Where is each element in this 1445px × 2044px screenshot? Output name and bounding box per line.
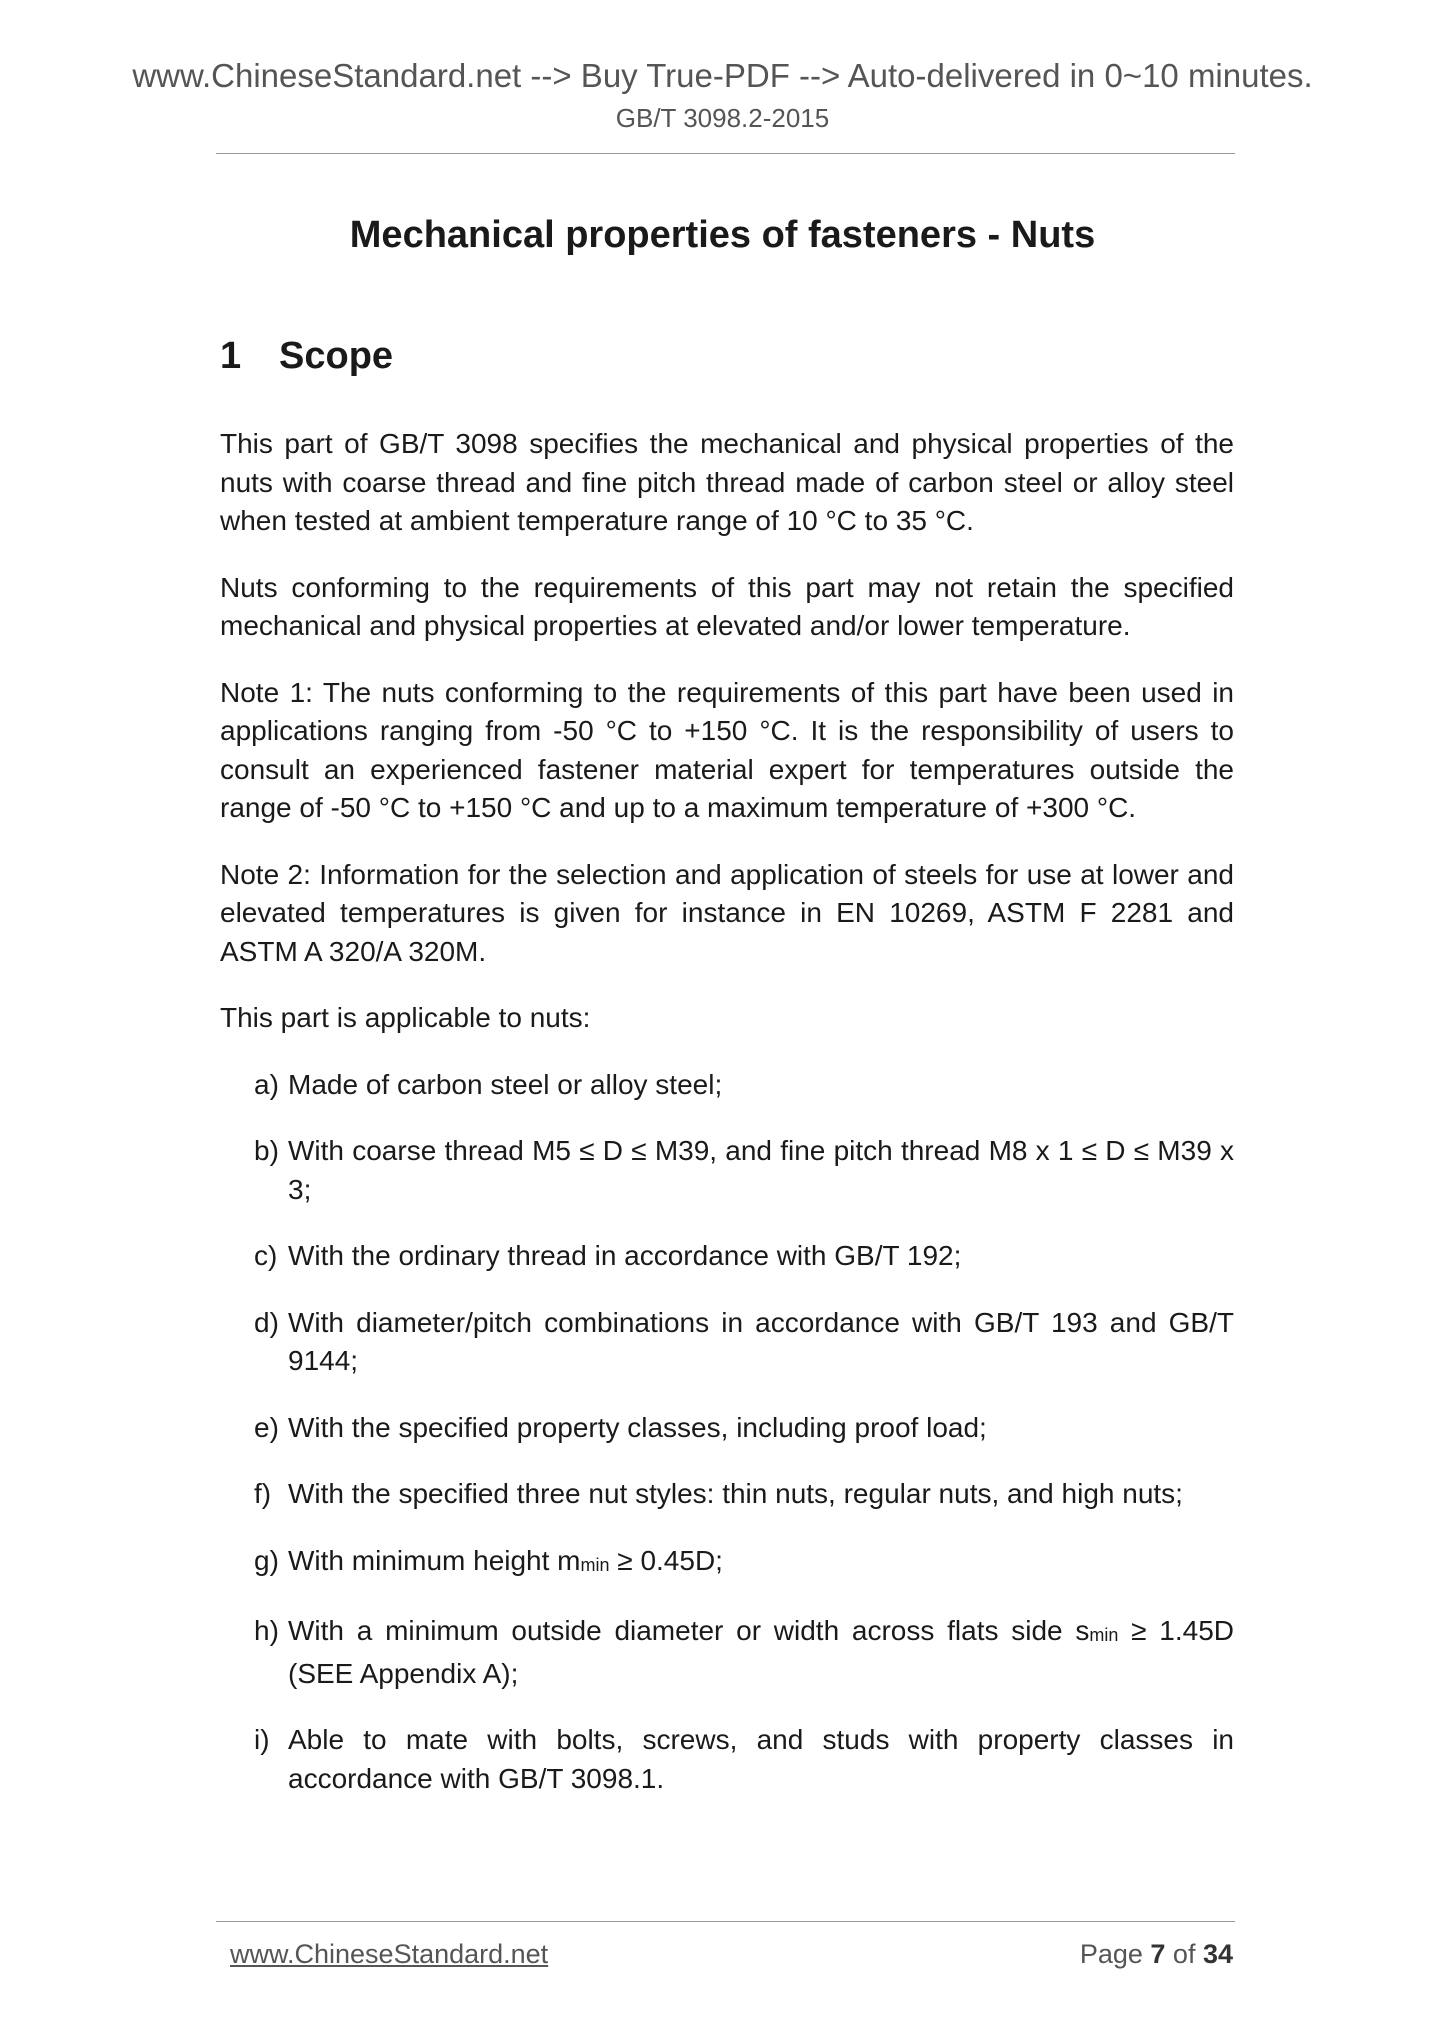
min-subscript: min: [1089, 1625, 1119, 1645]
list-marker: g): [254, 1544, 279, 1576]
header-banner: www.ChineseStandard.net --> Buy True-PDF --> Auto-delivered in 0~10 minutes.: [132, 57, 1313, 94]
section-heading: [220, 333, 393, 379]
list-marker: f): [254, 1478, 272, 1509]
list-item-text: [288, 1615, 1234, 1689]
body-content: [220, 425, 1234, 1826]
list-marker: h): [254, 1615, 279, 1646]
list-item-text-tail: ≥ 0.45D;: [609, 1544, 723, 1576]
list-item-text: With the specified property classes, including proof load;: [288, 1411, 987, 1443]
scope-paragraph: This part of GB/T 3098 specifies the mechanical and physical properties of the nuts with coarse thread and fine pitch thread made of carbon steel or alloy steel when tested at ambient temperature range of 10 °C to 35 °C.: [220, 428, 1234, 536]
applicability-intro: This part is applicable to nuts:: [220, 1002, 591, 1033]
applicability-list: [220, 1066, 1234, 1799]
header-divider: [216, 153, 1235, 154]
list-item: [220, 1066, 1234, 1105]
page-prefix: Page: [1079, 1939, 1151, 1969]
document-title: Mechanical properties of fasteners - Nuts: [349, 214, 1096, 256]
list-item: [220, 1237, 1234, 1276]
list-item-text: With the specified three nut styles: thin nuts, regular nuts, and high nuts;: [288, 1478, 1183, 1509]
list-item-text-tail: ≥ 1.45D (SEE Appendix A);: [288, 1615, 1234, 1689]
list-item-text: [288, 1545, 723, 1576]
section-number: 1: [220, 335, 242, 377]
list-item-text: Made of carbon steel or alloy steel;: [288, 1068, 723, 1100]
list-marker: e): [254, 1411, 279, 1443]
standard-code: GB/T 3098.2-2015: [615, 103, 830, 133]
note-1: Note 1: The nuts conforming to the requirements of this part have been used in applications ranging from -50 °C to +150 °C. It is the responsibility of users to consult an experienced fastener material expert for temperatures outside the range of -50 °C to +150 °C and up to a maximum temperature of +300 °C.: [220, 676, 1234, 823]
list-item: [220, 1304, 1234, 1381]
list-item-text: With coarse thread M5 ≤ D ≤ M39, and fine pitch thread M8 x 1 ≤ D ≤ M39 x 3;: [288, 1135, 1234, 1205]
list-item: [220, 1721, 1234, 1798]
page-indicator: [1080, 1937, 1233, 1971]
retention-paragraph: Nuts conforming to the requirements of this part may not retain the specified mechanical and physical properties at elevated and/or lower temperature.: [220, 571, 1234, 641]
list-item-text: With diameter/pitch combinations in accordance with GB/T 193 and GB/T 9144;: [288, 1306, 1234, 1376]
list-item: [220, 1132, 1234, 1209]
page-of: of: [1165, 1939, 1203, 1969]
footer-divider: [216, 1921, 1235, 1922]
list-item-text-main: With a minimum outside diameter or width across flats side s: [288, 1615, 1090, 1646]
note-2: Note 2: Information for the selection and application of steels for use at lower and elevated temperatures is given for instance in EN 10269, ASTM F 2281 and ASTM A 320/A 320M.: [220, 858, 1234, 967]
page-total: 34: [1202, 1939, 1233, 1969]
list-item: [220, 1409, 1234, 1448]
list-item-text: With the ordinary thread in accordance with GB/T 192;: [288, 1240, 962, 1271]
min-subscript: min: [580, 1554, 610, 1575]
list-marker: b): [254, 1135, 279, 1166]
footer-website-link[interactable]: www.ChineseStandard.net: [230, 1939, 549, 1969]
list-item: [220, 1612, 1234, 1693]
list-marker: d): [254, 1306, 279, 1338]
list-item-text: Able to mate with bolts, screws, and studs with property classes in accordance with GB/T 3098.1.: [288, 1724, 1234, 1794]
list-item-text-main: With minimum height m: [288, 1544, 581, 1576]
page-current: 7: [1150, 1939, 1166, 1969]
list-marker: i): [254, 1724, 270, 1755]
list-item: [220, 1542, 1234, 1585]
section-title: Scope: [279, 335, 394, 377]
list-marker: a): [254, 1068, 279, 1100]
list-item: [220, 1475, 1234, 1514]
list-marker: c): [254, 1240, 278, 1271]
